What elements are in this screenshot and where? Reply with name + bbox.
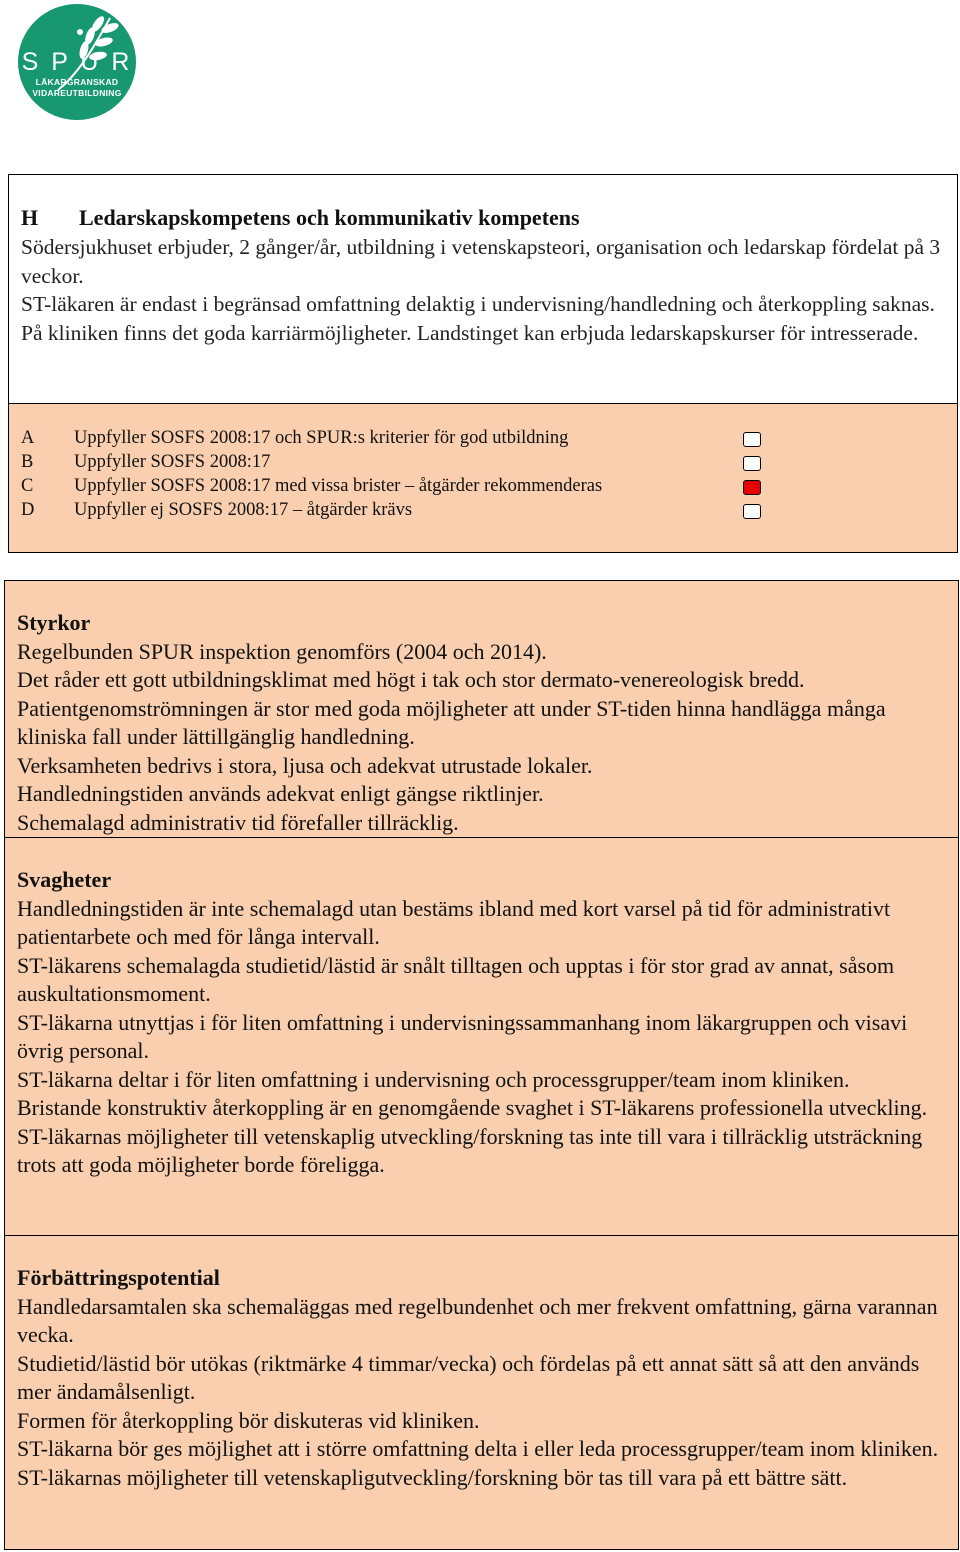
styrkor-line: Verksamheten bedrivs i stora, ljusa och adekvat utrustade lokaler.: [17, 752, 593, 778]
logo-name: S P U R: [21, 48, 133, 76]
forbattring-line: ST-läkarna bör ges möjlighet att i större omfattning delta i eller leda processgrupper/team inom kliniken.: [17, 1436, 939, 1461]
section-title: Ledarskapskompetens och kommunikativ kompetens: [79, 205, 580, 230]
svagheter-line: Handledningstiden är inte schemalagd utan bestäms ibland med kort varsel på tid för administrativt patientarbete och med för långa intervall.: [17, 895, 891, 949]
forbattring-title: Förbättringspotential: [17, 1265, 220, 1290]
forbattring-section: [17, 1264, 952, 1492]
grade-checkbox-c[interactable]: [743, 480, 761, 495]
section-h-box: [8, 174, 958, 404]
styrkor-title: Styrkor: [17, 610, 91, 635]
svagheter-line: Bristande konstruktiv återkoppling är en genomgående svaghet i ST-läkarens professionella utveckling.: [17, 1095, 928, 1120]
grade-text: Uppfyller ej SOSFS 2008:17 – åtgärder krävs: [74, 500, 413, 520]
forbattring-line: Formen för återkoppling bör diskuteras vid kliniken.: [17, 1407, 480, 1433]
styrkor-section: [17, 609, 952, 837]
section-h-body: [21, 233, 951, 347]
svagheter-section: [17, 866, 952, 1180]
svagheter-line: ST-läkarens schemalagda studietid/lästid är snålt tilltagen och upptas i för stor grad av annat, såsom auskultationsmoment.: [17, 952, 895, 1006]
grade-checkbox-a[interactable]: [743, 432, 761, 447]
styrkor-line: Schemalagd administrativ tid förefaller tillräcklig.: [17, 809, 459, 835]
grade-text: Uppfyller SOSFS 2008:17 och SPUR:s kriterier för god utbildning: [74, 428, 569, 448]
svagheter-line: ST-läkarna deltar i för liten omfattning i undervisning och processgrupper/team inom kliniken.: [17, 1066, 850, 1092]
assessment-box: [4, 580, 959, 1550]
svagheter-title: Svagheter: [17, 867, 112, 892]
section-letter: H: [21, 205, 39, 230]
styrkor-line: Handledningstiden används adekvat enligt gängse riktlinjer.: [17, 781, 544, 806]
grade-letter: C: [21, 476, 34, 496]
grade-row-c: [21, 476, 951, 500]
styrkor-line: Det råder ett gott utbildningsklimat med högt i tak och stor dermato-venereologisk bredd.: [17, 667, 805, 692]
grading-box: [8, 403, 958, 553]
grade-text: Uppfyller SOSFS 2008:17 med vissa brister – åtgärder rekommenderas: [74, 476, 603, 496]
logo-subtitle-2: VIDAREUTBILDNING: [32, 88, 122, 98]
section-divider: [5, 837, 958, 838]
svagheter-line: ST-läkarnas möjligheter till vetenskaplig utveckling/forskning tas inte till vara i tillräcklig utsträckning trots att goda möjligheter borde föreligga.: [17, 1123, 923, 1177]
section-h-paragraph: På kliniken finns det goda karriärmöjligheter. Landstinget kan erbjuda ledarskapskurser för intresserade.: [21, 320, 919, 345]
svagheter-line: ST-läkarna utnyttjas i för liten omfattning i undervisningssammanhang inom läkargruppen och visavi övrig personal.: [17, 1009, 908, 1063]
grade-letter: A: [21, 428, 35, 448]
styrkor-line: Regelbunden SPUR inspektion genomförs (2004 och 2014).: [17, 638, 547, 664]
grade-letter: B: [21, 452, 34, 472]
grade-text: Uppfyller SOSFS 2008:17: [74, 452, 271, 472]
spur-logo: [18, 4, 136, 120]
grade-checkbox-d[interactable]: [743, 504, 761, 519]
section-divider: [5, 1235, 958, 1236]
grade-checkbox-b[interactable]: [743, 456, 761, 471]
section-h-paragraph: Södersjukhuset erbjuder, 2 gånger/år, utbildning i vetenskapsteori, organisation och ledarskap fördelat på 3 veckor.: [21, 235, 941, 288]
grade-letter: D: [21, 500, 35, 520]
section-h-heading: [21, 205, 580, 231]
logo-subtitle-1: LÄKARGRANSKAD: [35, 77, 119, 87]
forbattring-line: Studietid/lästid bör utökas (riktmärke 4 timmar/vecka) och fördelas på ett annat sätt så att den används mer ändamålsenligt.: [17, 1350, 920, 1404]
forbattring-line: Handledarsamtalen ska schemaläggas med regelbundenhet och mer frekvent omfattning, gärna varannan vecka.: [17, 1293, 938, 1347]
grade-row-b: [21, 452, 951, 476]
styrkor-line: Patientgenomströmningen är stor med goda möjligheter att under ST-tiden hinna handlägga många kliniska fall under lättillgänglig handledning.: [17, 695, 886, 749]
forbattring-line: ST-läkarnas möjligheter till vetenskapligutveckling/forskning bör tas till vara på ett bättre sätt.: [17, 1464, 848, 1490]
section-h-paragraph: ST-läkaren är endast i begränsad omfattning delaktig i undervisning/handledning och återkoppling saknas.: [21, 292, 935, 316]
grade-row-d: [21, 500, 951, 524]
grade-row-a: [21, 428, 951, 452]
